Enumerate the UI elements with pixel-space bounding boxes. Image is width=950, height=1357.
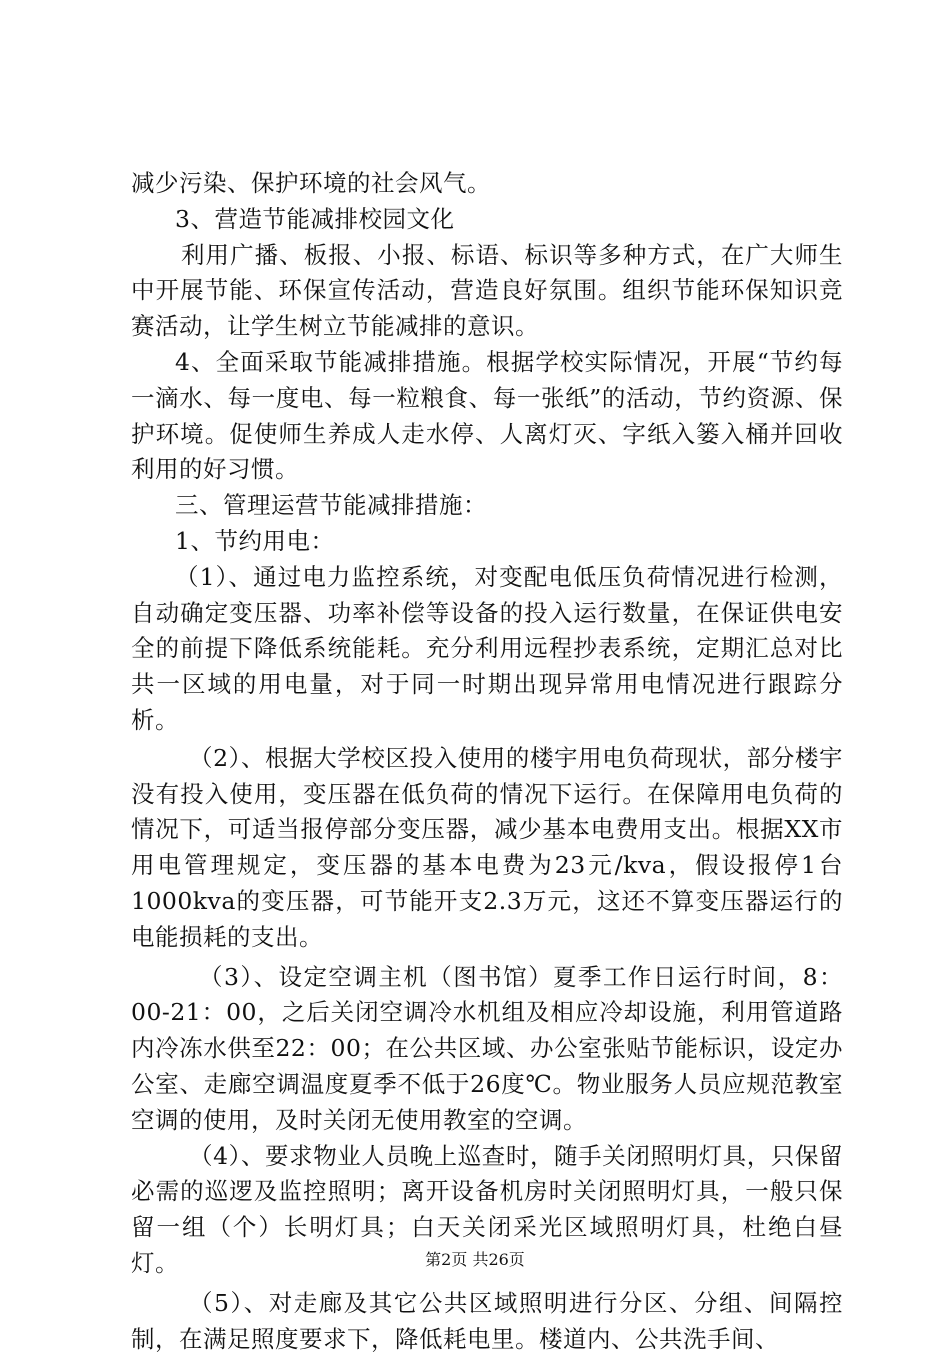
paragraph-campus-culture: 利用广播、板报、小报、标语、标识等多种方式，在广大师生中开展节能、环保宣传活动，营造良好氛围。组织节能环保知识竞赛活动，让学生树立节能减排的意识。: [131, 240, 843, 341]
paragraph-item-5: （5）、对走廊及其它公共区域照明进行分区、分组、间隔控制，在满足照度要求下，降低耗电里。楼道内、公共洗手间、: [131, 1288, 843, 1353]
paragraph-continuation: 减少污染、保护环境的社会风气。: [131, 169, 491, 197]
paragraph-item-3: （3）、设定空调主机（图书馆）夏季工作日运行时间，8：00-21：00，之后关闭空调冷水机组及相应冷却设施，利用管道路内冷冻水供至22：00；在公共区域、办公室张贴节能标识，设定办公室、走廊空调温度夏季不低于26度℃。物业服务人员应规范教室空调的使用，及时关闭无使用教室的空调。: [131, 962, 843, 1134]
paragraph-item-4: （4）、要求物业人员晚上巡查时，随手关闭照明灯具，只保留必需的巡逻及监控照明；离开设备机房时关闭照明灯具，一般只保留一组（个）长明灯具；白天关闭采光区域照明灯具，杜绝白昼灯。: [131, 1141, 843, 1277]
paragraph-item-2: （2）、根据大学校区投入使用的楼宇用电负荷现状，部分楼宇没有投入使用，变压器在低负荷的情况下运行。在保障用电负荷的情况下，可适当报停部分变压器，减少基本电费用支出。根据XX市用电管理规定，变压器的基本电费为23元/kva，假设报停1台1000kva的变压器，可节能开支2.3万元，这还不算变压器运行的电能损耗的支出。: [131, 743, 843, 951]
section-heading-3: 三、管理运营节能减排措施：: [175, 491, 487, 520]
document-body: [131, 166, 843, 1357]
subheading-save-electricity: 1、节约用电：: [175, 526, 335, 555]
paragraph-heading-3: 3、营造节能减排校园文化: [175, 204, 455, 233]
paragraph-heading-4: 4、全面采取节能减排措施。根据学校实际情况，开展“节约每一滴水、每一度电、每一粒粮食、每一张纸”的活动，节约资源、保护环境。促使师生养成人走水停、人离灯灭、字纸入篓入桶并回收利用的好习惯。: [131, 347, 843, 484]
paragraph-item-1: （1）、通过电力监控系统，对变配电低压负荷情况进行检测，自动确定变压器、功率补偿等设备的投入运行数量，在保证供电安全的前提下降低系统能耗。充分利用远程抄表系统，定期汇总对比共一区域的用电量，对于同一时期出现异常用电情况进行跟踪分析。: [131, 562, 843, 734]
page-footer: 第2页 共26页: [425, 1250, 525, 1269]
